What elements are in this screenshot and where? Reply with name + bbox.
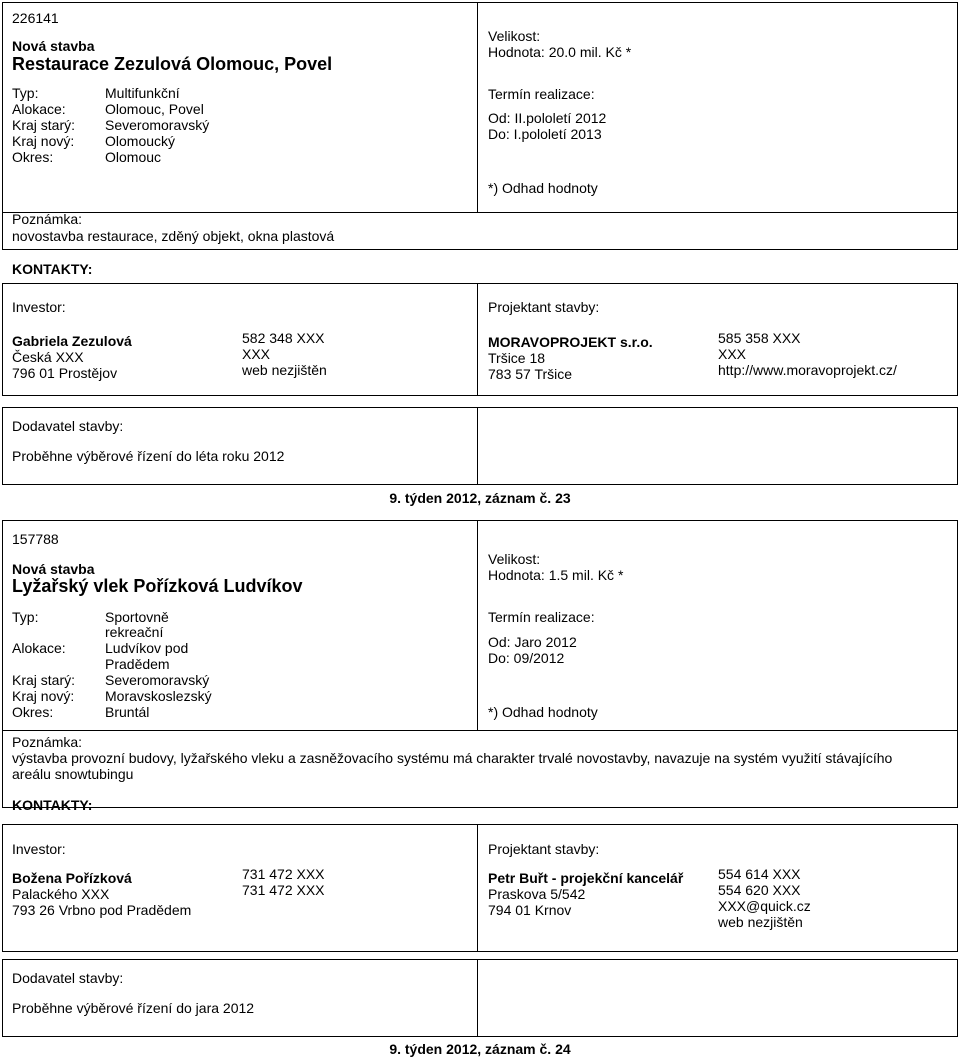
field-label: Kraj nový: — [12, 688, 75, 704]
estimate-note: *) Odhad hodnoty — [488, 704, 598, 720]
supplier-text: Proběhne výběrové řízení do jara 2012 — [12, 1000, 255, 1016]
field-value: Severomoravský — [105, 672, 210, 688]
field-value: Olomoucký — [105, 133, 176, 149]
designer-contact: 554 614 XXX — [718, 866, 801, 882]
field-value: Moravskoslezský — [105, 688, 212, 704]
field-label: Typ: — [12, 85, 39, 101]
designer-contact: 585 358 XXX — [718, 330, 801, 346]
designer-address: 783 57 Tršice — [488, 366, 573, 382]
designer-contact: 554 620 XXX — [718, 882, 801, 898]
field-label: Okres: — [12, 149, 54, 165]
investor-address: Palackého XXX — [12, 886, 110, 902]
record-2-vertical-divider — [477, 520, 478, 730]
investor-name: Božena Pořízková — [12, 870, 132, 886]
investor-contact: 582 348 XXX — [242, 330, 325, 346]
record-2-contacts-box — [2, 824, 958, 952]
record-2-supplier-box — [2, 959, 958, 1037]
record-1-contacts-divider — [477, 283, 478, 396]
field-label: Kraj starý: — [12, 672, 76, 688]
field-value: Olomouc — [105, 149, 162, 165]
field-value: Pradědem — [105, 656, 170, 672]
note-text: novostavba restaurace, zděný objekt, okna plastová — [12, 228, 335, 244]
field-value: Sportovně — [105, 609, 169, 625]
designer-label: Projektant stavby: — [488, 841, 600, 857]
designer-address: 794 01 Krnov — [488, 902, 572, 918]
note-label: Poznámka: — [12, 211, 83, 227]
term-to: Do: 09/2012 — [488, 650, 565, 666]
term-label: Termín realizace: — [488, 609, 595, 625]
term-label: Termín realizace: — [488, 86, 595, 102]
designer-address: Praskova 5/542 — [488, 886, 586, 902]
record-2-supplier-divider — [477, 959, 478, 1037]
field-label: Kraj starý: — [12, 117, 76, 133]
size-label: Velikost: — [488, 28, 541, 44]
size-label: Velikost: — [488, 551, 541, 567]
field-label: Okres: — [12, 704, 54, 720]
investor-label: Investor: — [12, 299, 66, 315]
record-kind: Nová stavba — [12, 561, 95, 577]
record-id: 226141 — [12, 10, 59, 26]
investor-label: Investor: — [12, 841, 66, 857]
investor-contact: XXX — [242, 346, 271, 362]
record-1-supplier-box — [2, 407, 958, 485]
field-label: Alokace: — [12, 640, 66, 656]
field-label: Kraj nový: — [12, 133, 75, 149]
term-to: Do: I.pololetí 2013 — [488, 126, 602, 142]
designer-contact: XXX — [718, 346, 747, 362]
record-kind: Nová stavba — [12, 38, 95, 54]
size-value: Hodnota: 20.0 mil. Kč * — [488, 44, 632, 60]
investor-name: Gabriela Zezulová — [12, 333, 132, 349]
investor-address: 796 01 Prostějov — [12, 365, 118, 381]
field-label: Alokace: — [12, 101, 66, 117]
term-from: Od: II.pololetí 2012 — [488, 110, 607, 126]
estimate-note: *) Odhad hodnoty — [488, 180, 598, 196]
record-title: Lyžařský vlek Pořízková Ludvíkov — [12, 576, 303, 596]
record-1-contacts-box — [2, 283, 958, 396]
record-title: Restaurace Zezulová Olomouc, Povel — [12, 54, 333, 74]
record-id: 157788 — [12, 531, 59, 547]
field-label: Typ: — [12, 609, 39, 625]
note-text: výstavba provozní budovy, lyžařského vleku a zasněžovacího systému má charakter trvalé novostavby, navazuje na systém využití stávajícího areálu snowtubingu — [12, 750, 893, 782]
designer-name: Petr Buřt - projekční kancelář — [488, 870, 684, 886]
record-2-note-divider — [2, 730, 958, 731]
designer-label: Projektant stavby: — [488, 299, 600, 315]
investor-contact: 731 472 XXX — [242, 866, 325, 882]
note-label: Poznámka: — [12, 734, 83, 750]
supplier-label: Dodavatel stavby: — [12, 418, 124, 434]
record-footer: 9. týden 2012, záznam č. 24 — [389, 1041, 571, 1057]
field-value: Multifunkční — [105, 85, 180, 101]
supplier-label: Dodavatel stavby: — [12, 970, 124, 986]
field-value: Olomouc, Povel — [105, 101, 204, 117]
contacts-heading: KONTAKTY: — [12, 261, 93, 277]
record-1-supplier-divider — [477, 407, 478, 485]
field-value: Severomoravský — [105, 117, 210, 133]
field-value: Ludvíkov pod — [105, 640, 189, 656]
supplier-text: Proběhne výběrové řízení do léta roku 2012 — [12, 448, 285, 464]
record-footer: 9. týden 2012, záznam č. 23 — [389, 490, 571, 506]
investor-address: 793 26 Vrbno pod Pradědem — [12, 902, 192, 918]
record-2-contacts-divider — [477, 824, 478, 952]
contacts-heading: KONTAKTY: — [12, 797, 93, 813]
designer-contact: http://www.moravoprojekt.cz/ — [718, 362, 897, 378]
designer-contact: XXX@quick.cz — [718, 898, 811, 914]
investor-contact: 731 472 XXX — [242, 882, 325, 898]
record-1-vertical-divider — [477, 2, 478, 212]
field-value: Bruntál — [105, 704, 150, 720]
designer-address: Tršice 18 — [488, 350, 546, 366]
size-value: Hodnota: 1.5 mil. Kč * — [488, 567, 624, 583]
record-1-note-divider — [2, 212, 958, 213]
field-value: rekreační — [105, 624, 164, 640]
designer-contact: web nezjištěn — [718, 914, 803, 930]
investor-address: Česká XXX — [12, 349, 84, 365]
investor-contact: web nezjištěn — [242, 362, 327, 378]
term-from: Od: Jaro 2012 — [488, 634, 577, 650]
designer-name: MORAVOPROJEKT s.r.o. — [488, 334, 653, 350]
